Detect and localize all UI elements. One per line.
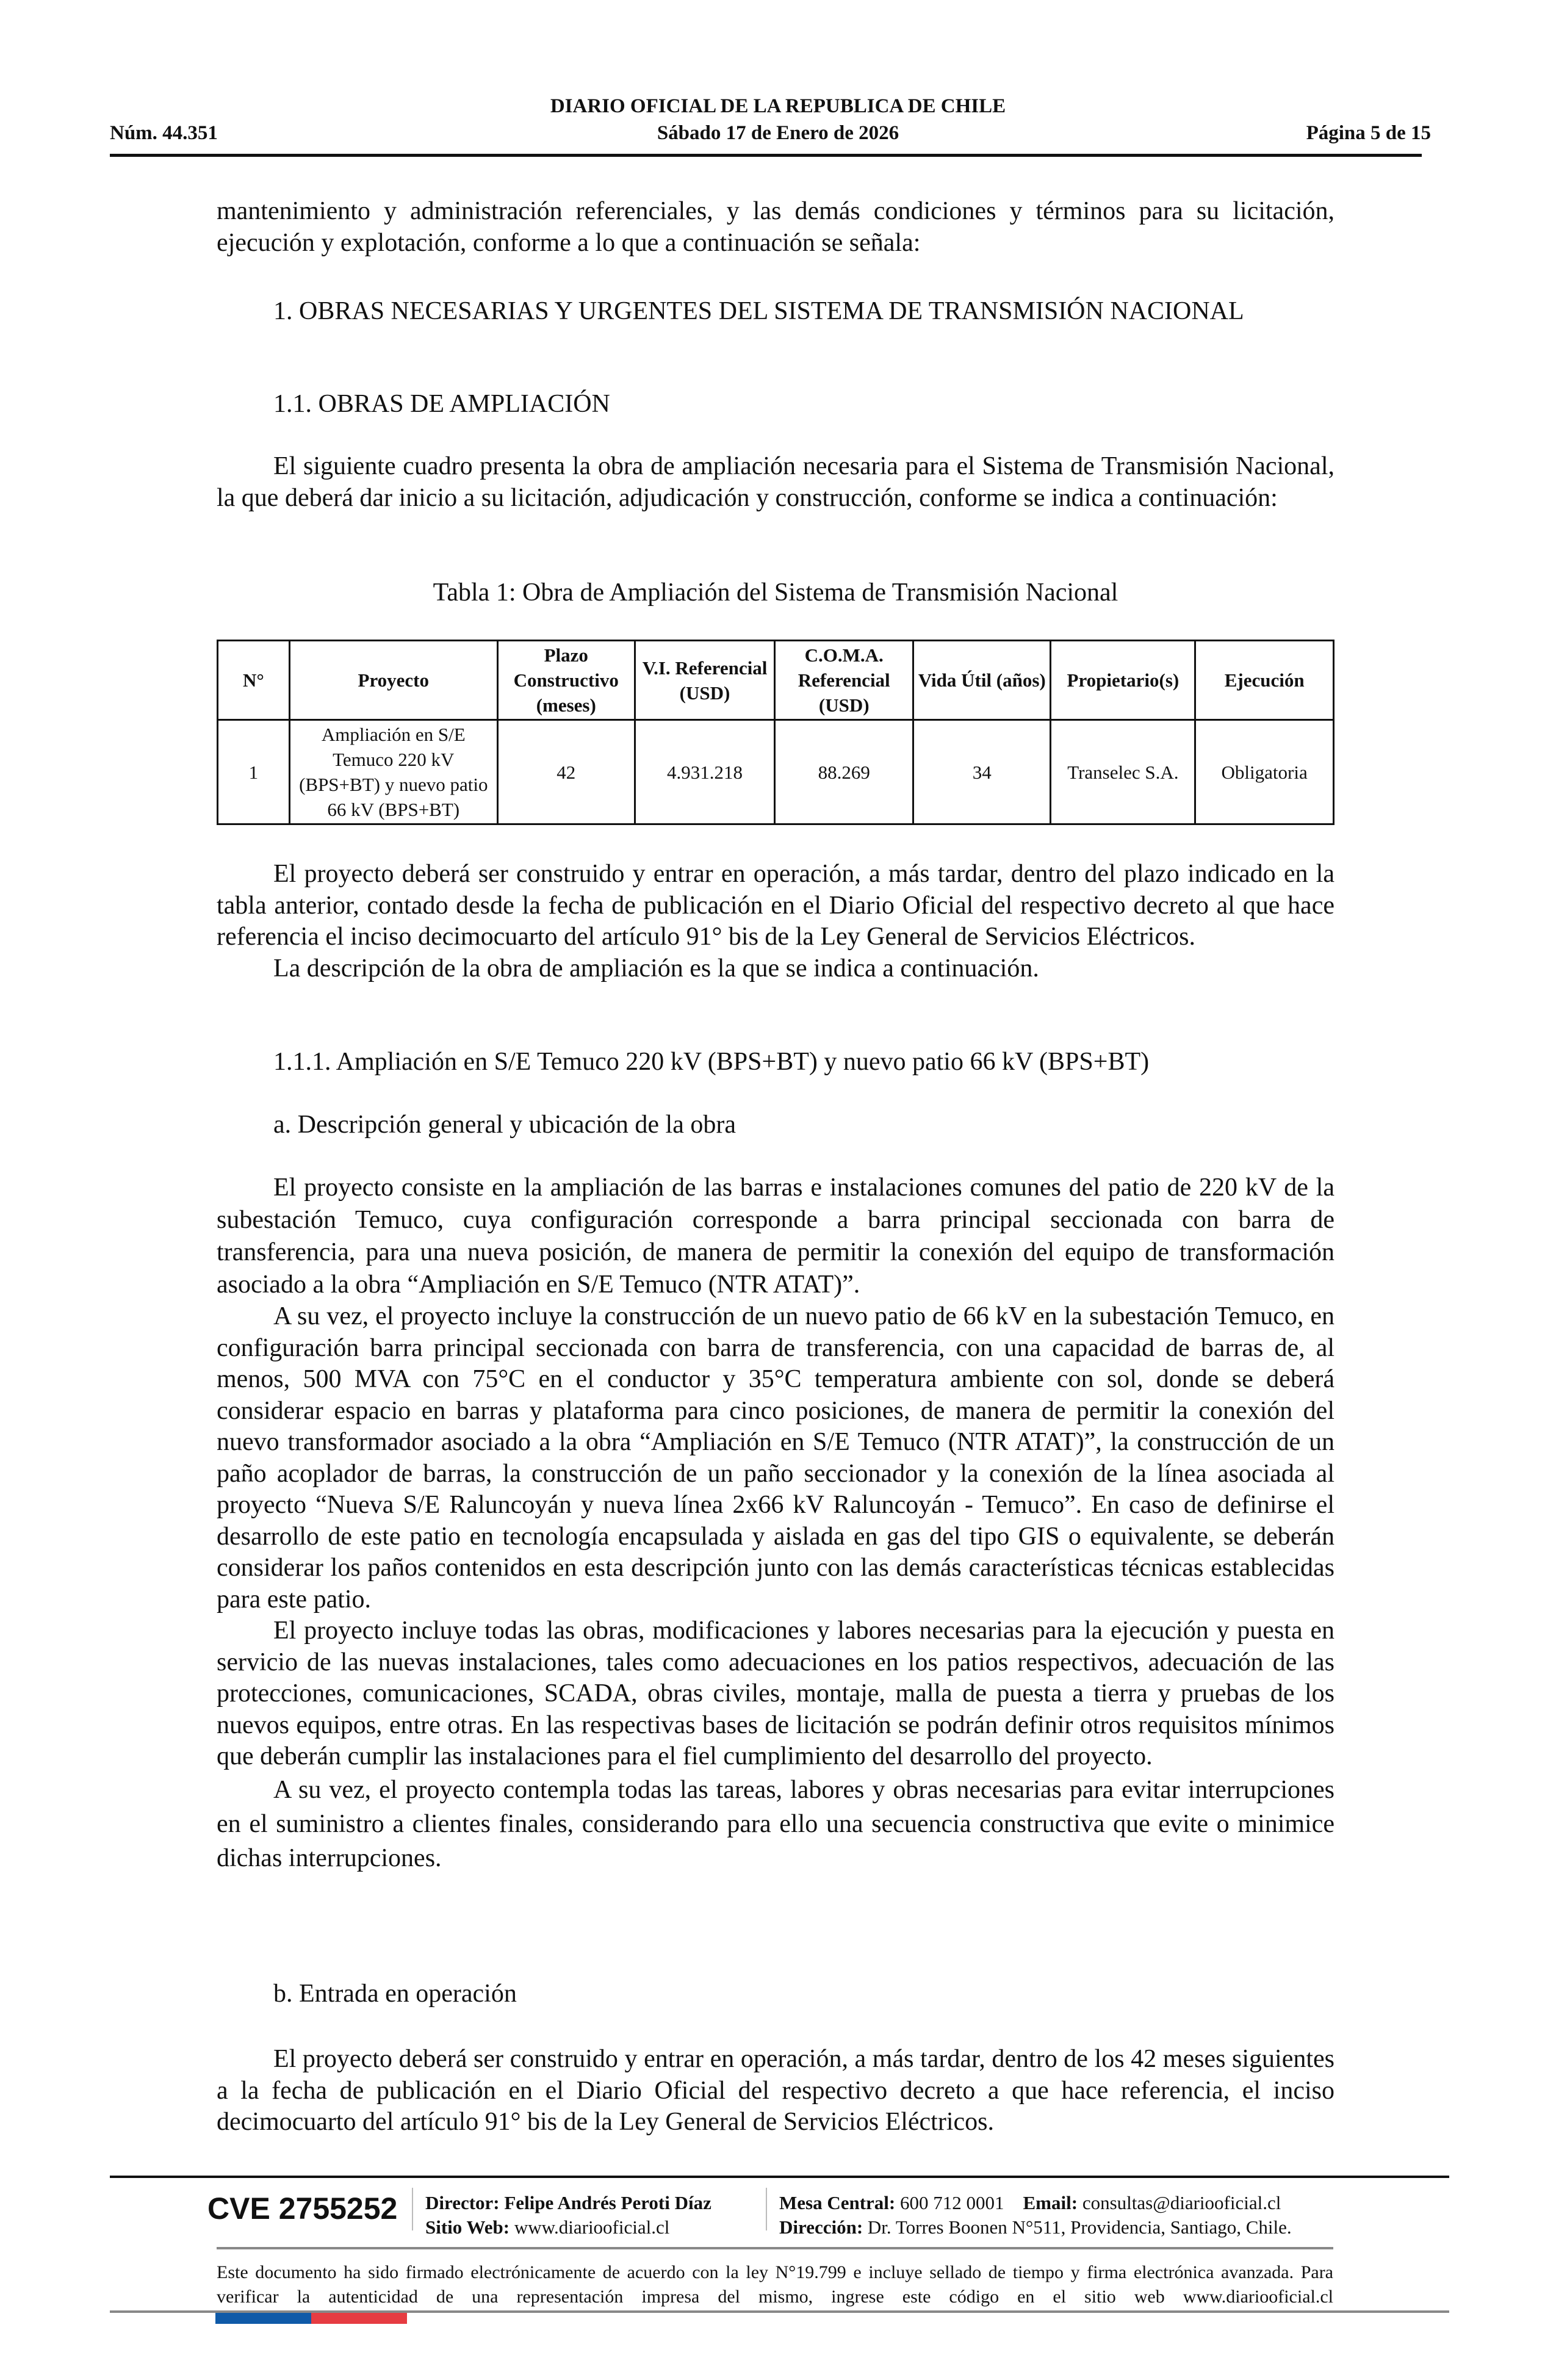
website-link[interactable]: www.diariooficial.cl <box>514 2216 670 2238</box>
col-header: Plazo Constructivo (meses) <box>497 641 635 720</box>
cell: 34 <box>913 720 1051 824</box>
cell: Ampliación en S/E Temuco 220 kV (BPS+BT) y nuevo patio 66 kV (BPS+BT) <box>289 720 497 824</box>
divider <box>766 2188 767 2230</box>
divider <box>412 2188 413 2230</box>
flag-red-bar <box>311 2313 407 2324</box>
footer-rule <box>110 2176 1449 2178</box>
paragraph <box>217 451 1334 514</box>
label: Director: <box>425 2192 500 2213</box>
paragraph-text: A su vez, el proyecto contempla todas las tareas, labores y obras necesarias para evitar interrupciones en el suministro a clientes finales, considerando para ello una secuencia constructiva que evite o minimice dichas interrupciones. <box>217 1775 1334 1872</box>
table-row <box>218 720 1334 824</box>
projects-table <box>217 640 1334 825</box>
cell: 42 <box>497 720 635 824</box>
subsection-heading: b. Entrada en operación <box>273 1980 517 2008</box>
label: Dirección: <box>779 2216 863 2238</box>
label: Email: <box>1023 2192 1078 2213</box>
cell: Transelec S.A. <box>1051 720 1195 824</box>
paragraph-group <box>217 1172 1334 1875</box>
issue-number: Núm. 44.351 <box>110 122 218 144</box>
header-rule <box>110 154 1422 157</box>
col-header: V.I. Referencial (USD) <box>635 641 775 720</box>
paragraph-text: El siguiente cuadro presenta la obra de ampliación necesaria para el Sistema de Transmisión Nacional, la que deberá dar inicio a su licitación, adjudicación y construcción, conforme se indica a continuación: <box>217 452 1334 512</box>
col-header: Ejecución <box>1195 641 1334 720</box>
table-header-row <box>218 641 1334 720</box>
cell: 1 <box>218 720 290 824</box>
paragraph-text: El proyecto incluye todas las obras, modificaciones y labores necesarias para la ejecución y puesta en servicio de las nuevas instalaciones, tales como adecuaciones en los patios respectivos, adecuación de las protecciones, comunicaciones, SCADA, obras civiles, montaje, malla de puesta a tierra y pruebas de los nuevos equipos, entre otras. En las respectivas bases de licitación se podrán definir otros requisitos mínimos que deberán cumplir las instalaciones para el fiel cumplimiento del desarrollo del proyecto. <box>217 1617 1334 1770</box>
footer-inner-rule <box>217 2247 1333 2249</box>
cell: 88.269 <box>775 720 913 824</box>
address: Dr. Torres Boonen N°511, Providencia, Santiago, Chile. <box>867 2216 1292 2238</box>
paragraph-text: El proyecto deberá ser construido y entrar en operación, a más tardar, dentro del plazo indicado en la tabla anterior, contado desde la fecha de publicación en el Diario Oficial del respectivo decreto al que hace referencia el inciso decimocuarto del artículo 91° bis de la Ley General de Servicios Eléctricos. <box>217 860 1334 951</box>
email-link[interactable]: consultas@diariooficial.cl <box>1082 2192 1281 2213</box>
director-info <box>425 2191 711 2240</box>
cve-code: CVE 2755252 <box>207 2191 398 2226</box>
cell: 4.931.218 <box>635 720 775 824</box>
subsection-heading: 1.1.1. Ampliación en S/E Temuco 220 kV (BPS+BT) y nuevo patio 66 kV (BPS+BT) <box>273 1048 1150 1076</box>
legal-notice: Este documento ha sido firmado electrónicamente de acuerdo con la ley N°19.799 e incluye sellado de tiempo y firma electrónica avanzada. Para verificar la autenticidad de una representación impresa del mismo, ingrese este código en el sitio web www.diariooficial.cl <box>217 2262 1333 2307</box>
phone: 600 712 0001 <box>900 2192 1004 2213</box>
flag-blue-bar <box>215 2313 311 2324</box>
col-header: N° <box>218 641 290 720</box>
col-header: Vida Útil (años) <box>913 641 1051 720</box>
paragraph-text: La descripción de la obra de ampliación es la que se indica a continuación. <box>273 954 1039 983</box>
newspaper-title: DIARIO OFICIAL DE LA REPUBLICA DE CHILE <box>550 95 1006 117</box>
col-header: C.O.M.A. Referencial (USD) <box>775 641 913 720</box>
paragraph-text: El proyecto deberá ser construido y entrar en operación, a más tardar, dentro de los 42 meses siguientes a la fecha de publicación en el Diario Oficial del respectivo decreto a que hace referencia, el inciso decimocuarto del artículo 91° bis de la Ley General de Servicios Eléctricos. <box>217 2045 1334 2136</box>
paragraph: mantenimiento y administración referenciales, y las demás condiciones y términos para su licitación, ejecución y explotación, conforme a lo que a continuación se señala: <box>217 197 1334 257</box>
page-number: Página 5 de 15 <box>1306 122 1431 144</box>
contact-info <box>779 2191 1292 2240</box>
issue-date: Sábado 17 de Enero de 2026 <box>657 122 899 144</box>
col-header: Propietario(s) <box>1051 641 1195 720</box>
paragraph-text: A su vez, el proyecto incluye la construcción de un nuevo patio de 66 kV en la subestación Temuco, en configuración barra principal seccionada con barra de transferencia, con una capacidad de barras de, al menos, 500 MVA con 75°C en el conductor y 35°C temperatura ambiente con sol, donde se deberá considerar espacio en barras y plataforma para cinco posiciones, de manera de permitir la conexión del nuevo transformador asociado a la obra “Ampliación en S/E Temuco (NTR ATAT)”, la construcción de un paño acoplador de barras, la construcción de un paño seccionador y la conexión de la línea asociada al proyecto “Nueva S/E Raluncoyán y nueva línea 2x66 kV Raluncoyán - Temuco”. En caso de definirse el desarrollo de este patio en tecnología encapsulada y aislada en gas del tipo GIS o equivalente, se deberán considerar los paños contenidos en esta descripción junto con las demás características técnicas establecidas para este patio. <box>217 1302 1334 1614</box>
paragraph <box>217 859 1334 984</box>
section-heading <box>217 296 1334 328</box>
label: Sitio Web: <box>425 2216 510 2238</box>
label: Mesa Central: <box>779 2192 896 2213</box>
paragraph <box>217 2044 1334 2138</box>
cell: Obligatoria <box>1195 720 1334 824</box>
subsection-heading: 1.1. OBRAS DE AMPLIACIÓN <box>273 390 610 418</box>
paragraph-text: El proyecto consiste en la ampliación de las barras e instalaciones comunes del patio de 220 kV de la subestación Temuco, cuya configuración corresponde a barra principal seccionada con barra de transferencia, para una nueva posición, de manera de permitir la conexión del equipo de transformación asociado a la obra “Ampliación en S/E Temuco (NTR ATAT)”. <box>217 1174 1334 1299</box>
subsection-heading: a. Descripción general y ubicación de la obra <box>273 1111 736 1139</box>
director-name: Felipe Andrés Peroti Díaz <box>504 2192 711 2213</box>
col-header: Proyecto <box>289 641 497 720</box>
table-caption: Tabla 1: Obra de Ampliación del Sistema de Transmisión Nacional <box>433 579 1118 607</box>
heading-text: 1. OBRAS NECESARIAS Y URGENTES DEL SISTEMA DE TRANSMISIÓN NACIONAL <box>273 297 1244 325</box>
